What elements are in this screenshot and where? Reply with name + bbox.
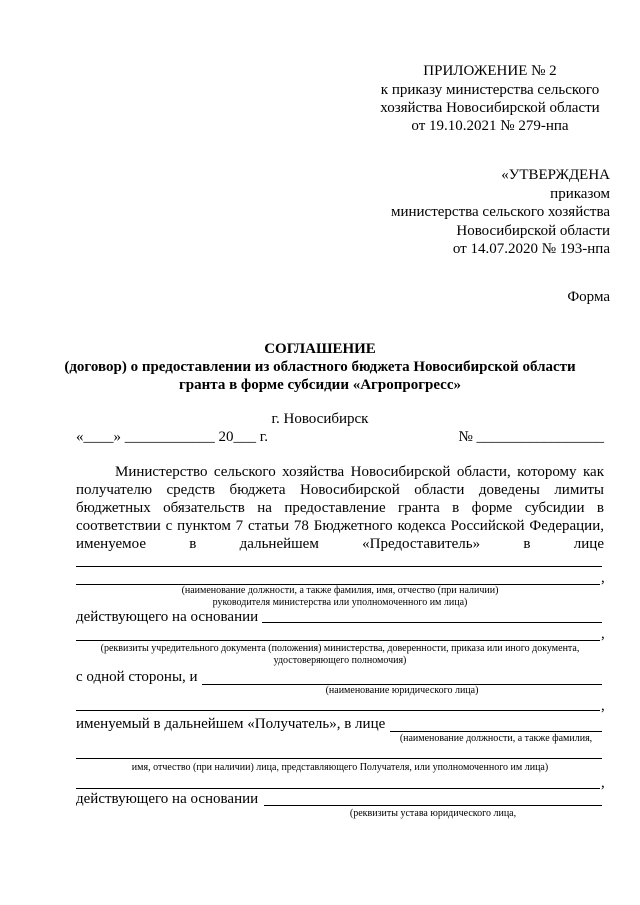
charter-input-line[interactable] xyxy=(264,805,602,806)
hint-docs-2: удостоверяющего полномочия) xyxy=(273,655,407,666)
recipient-official-input-line-2[interactable] xyxy=(76,758,602,759)
one-side-label: с одной стороны, и xyxy=(76,669,198,685)
acting-basis-2-label: действующего на основании xyxy=(76,791,259,807)
legal-entity-input-line-2[interactable] xyxy=(76,710,600,711)
recipient-named-label: именуемый в дальнейшем «Получатель», в лице xyxy=(76,716,386,732)
comma-3: , xyxy=(601,698,605,714)
approved-heading: «УТВЕРЖДЕНА xyxy=(501,167,610,183)
recipient-official-input-line[interactable] xyxy=(390,731,602,732)
number-field[interactable]: № _________________ xyxy=(458,429,604,445)
acting-basis-label: действующего на основании xyxy=(76,609,259,625)
approved-date-number: от 14.07.2020 № 193-нпа xyxy=(452,241,610,257)
hint-official-1: (наименование должности, а также фамилия, имя, отчество (при наличии) xyxy=(181,585,499,596)
approved-order: приказом xyxy=(550,186,610,202)
body-line-4: соответствии с пунктом 7 статьи 78 Бюджетного кодекса Российской Федерации, xyxy=(76,518,604,534)
acting-basis-input-line[interactable] xyxy=(262,622,602,623)
acting-basis-input-line-2[interactable] xyxy=(76,640,600,641)
comma-1: , xyxy=(601,570,605,586)
agreement-subtitle-2: гранта в форме субсидии «Агропрогресс» xyxy=(178,377,462,393)
appendix-order-ref: к приказу министерства сельского xyxy=(380,82,600,98)
hint-docs-1: (реквизиты учредительного документа (положения) министерства, доверенности, приказа или иного документа, xyxy=(100,643,580,654)
approved-region: Новосибирской области xyxy=(456,223,610,239)
hint-charter: (реквизиты устава юридического лица, xyxy=(349,808,517,819)
city: г. Новосибирск xyxy=(271,411,369,427)
hint-legal-entity: (наименование юридического лица) xyxy=(325,685,479,696)
date-field[interactable]: «____» ____________ 20___ г. xyxy=(76,429,268,445)
agreement-subtitle-1: (договор) о предоставлении из областного бюджета Новосибирской области xyxy=(64,359,576,375)
comma-4: , xyxy=(601,775,605,791)
body-line-2: получателю средств бюджета Новосибирской области доведены лимиты xyxy=(76,482,604,498)
appendix-heading: ПРИЛОЖЕНИЕ № 2 xyxy=(423,63,557,79)
appendix-ministry: хозяйства Новосибирской области xyxy=(380,100,600,116)
hint-official-2: руководителя министерства или уполномоченного им лица) xyxy=(212,597,468,608)
hint-recipient-1: (наименование должности, а также фамилия, xyxy=(399,733,593,744)
hint-recipient-2: имя, отчество (при наличии) лица, представляющего Получателя, или уполномоченного им лица) xyxy=(131,762,549,773)
recipient-official-input-line-3[interactable] xyxy=(76,788,600,789)
body-line-5: именуемое в дальнейшем «Предоставитель» в лице xyxy=(76,536,604,552)
official-name-input-line-1[interactable] xyxy=(76,566,602,567)
comma-2: , xyxy=(601,626,605,642)
body-line-3: бюджетных обязательств на предоставление гранта в форме субсидии в xyxy=(76,500,604,516)
form-label: Форма xyxy=(567,289,610,305)
approved-ministry: министерства сельского хозяйства xyxy=(390,204,610,220)
body-line-1: Министерство сельского хозяйства Новосибирской области, которому как xyxy=(115,464,604,480)
agreement-title: СОГЛАШЕНИЕ xyxy=(264,341,376,357)
appendix-date-number: от 19.10.2021 № 279-нпа xyxy=(411,118,569,134)
